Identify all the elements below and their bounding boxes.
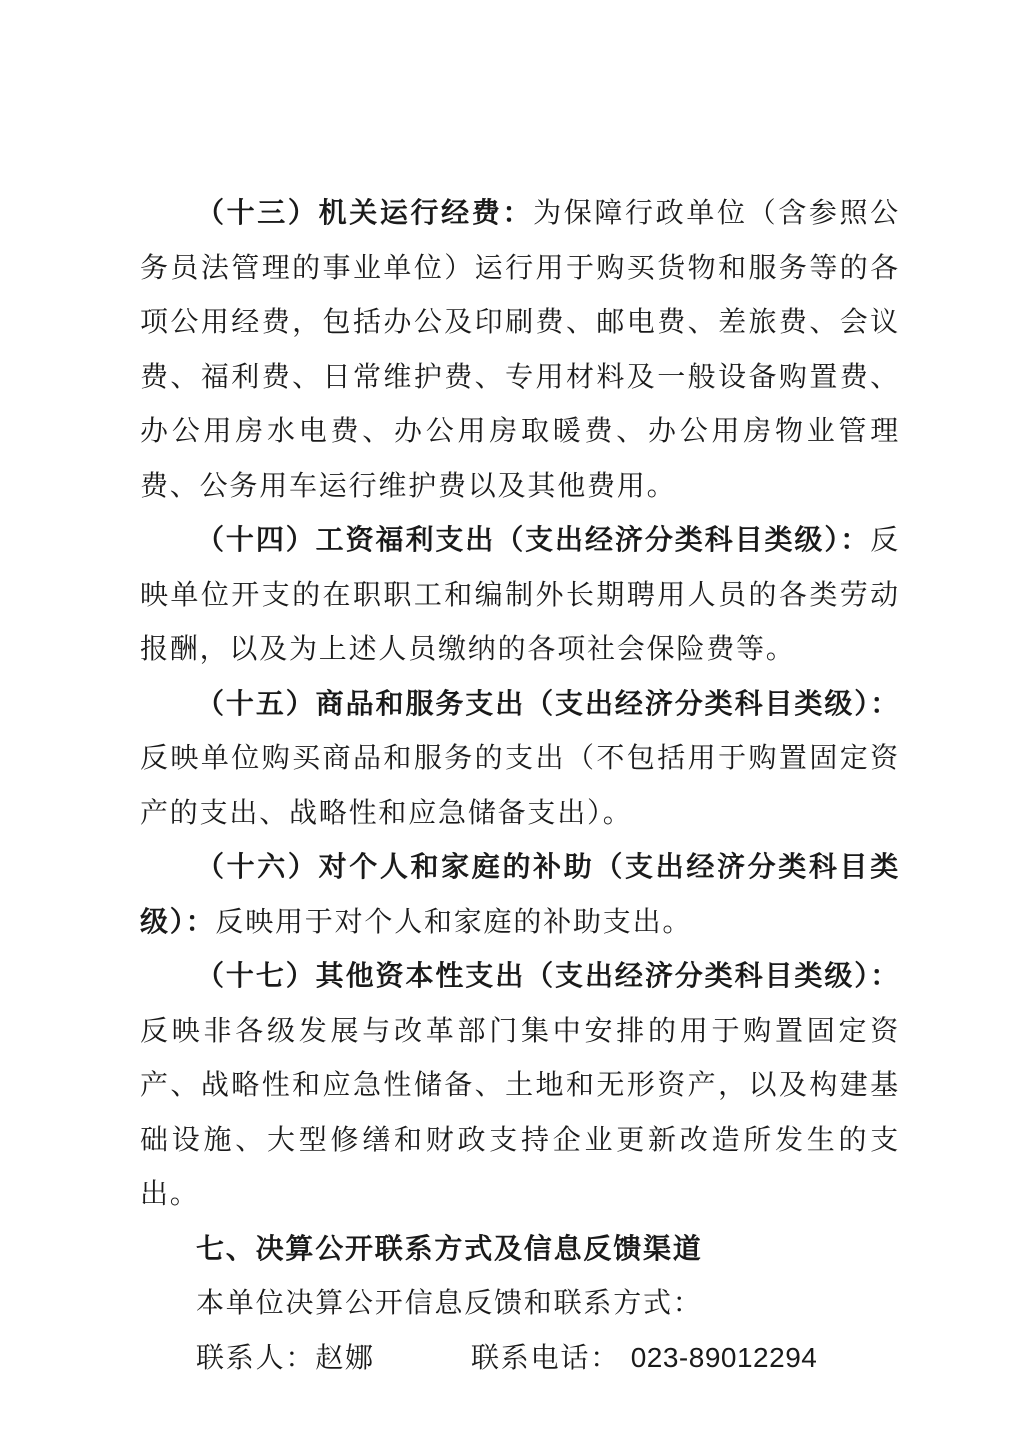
section-17-text: 反映非各级发展与改革部门集中安排的用于购置固定资产、战略性和应急性储备、土地和无形资产，以及构建基础设施、大型修缮和财政支持企业更新改造所发生的支出。 bbox=[140, 1013, 900, 1210]
contact-person bbox=[196, 1331, 471, 1386]
contact-phone-label: 联系电话： bbox=[471, 1340, 621, 1374]
section-15-title: （十五）商品和服务支出（支出经济分类科目类级）： bbox=[196, 686, 900, 720]
contact-phone-value: 023-89012294 bbox=[630, 1341, 818, 1373]
section-15-paragraph bbox=[140, 677, 900, 841]
section-15-text: 反映单位购买商品和服务的支出（不包括用于购置固定资产的支出、战略性和应急储备支出）。 bbox=[140, 741, 900, 829]
section-17-title: （十七）其他资本性支出（支出经济分类科目类级）： bbox=[196, 959, 900, 992]
contact-info-row bbox=[140, 1331, 900, 1386]
section-13-title: （十三）机关运行经费： bbox=[196, 196, 534, 229]
section-14-title: （十四）工资福利支出（支出经济分类科目类级）： bbox=[196, 523, 871, 556]
contact-intro: 本单位决算公开信息反馈和联系方式： bbox=[196, 1286, 703, 1319]
contact-person-label: 联系人： bbox=[196, 1340, 316, 1374]
section-16-title: （十六）对个人和家庭的补助（支出经济分类科目类级）： bbox=[140, 850, 900, 938]
section-16-text: 反映用于对个人和家庭的补助支出。 bbox=[215, 904, 693, 938]
section-17-paragraph bbox=[140, 949, 900, 1222]
document-body bbox=[140, 186, 900, 1385]
section-13-paragraph bbox=[140, 186, 900, 513]
contact-section-heading: 七、决算公开联系方式及信息反馈渠道 bbox=[196, 1231, 703, 1265]
contact-person-name: 赵娜 bbox=[315, 1340, 375, 1374]
contact-phone bbox=[471, 1331, 817, 1386]
section-14-paragraph bbox=[140, 513, 900, 677]
section-14-text: 反映单位开支的在职职工和编制外长期聘用人员的各类劳动报酬，以及为上述人员缴纳的各项社会保险费等。 bbox=[140, 523, 900, 665]
section-13-text: 为保障行政单位（含参照公务员法管理的事业单位）运行用于购买货物和服务等的各项公用经费，包括办公及印刷费、邮电费、差旅费、会议费、福利费、日常维护费、专用材料及一般设备购置费、办公用房水电费、办公用房取暖费、办公用房物业管理费、公务用车运行维护费以及其他费用。 bbox=[140, 196, 900, 502]
section-16-paragraph bbox=[140, 840, 900, 949]
